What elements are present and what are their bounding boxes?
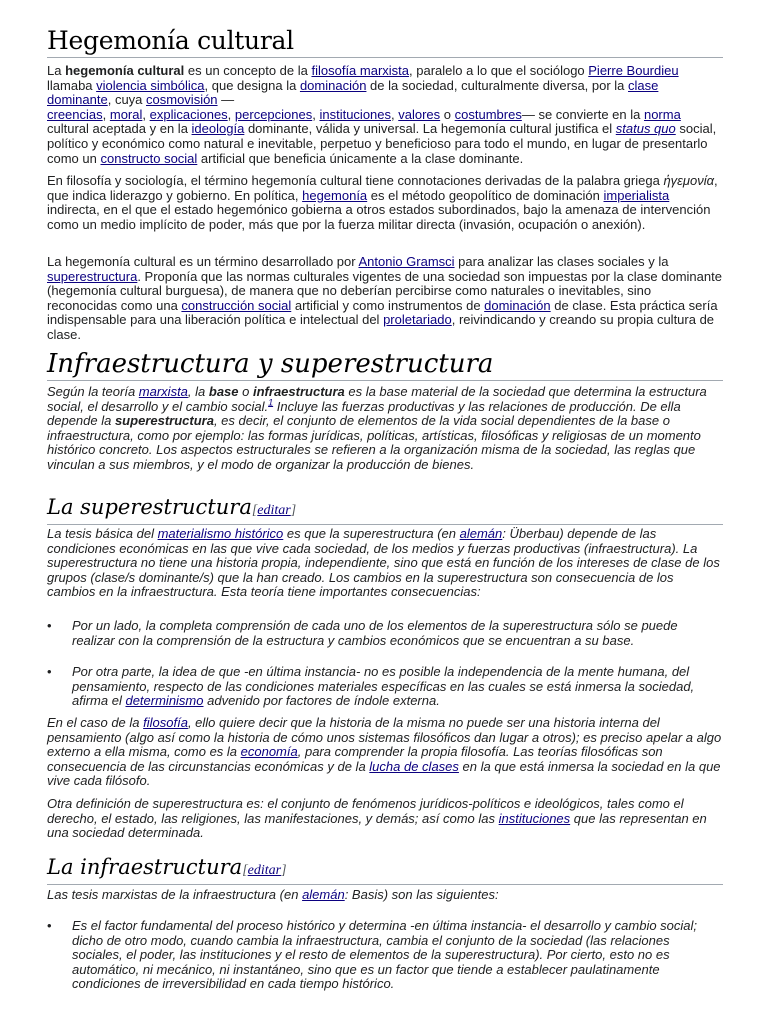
link-dominacion[interactable]: dominación [299, 77, 367, 93]
link-materialismo-historico[interactable]: materialismo histórico [157, 526, 284, 541]
edit-link-superestructura[interactable]: editar [257, 503, 291, 518]
link-proletariado[interactable]: proletariado [383, 312, 452, 328]
link-filosofia[interactable]: filosofía [143, 715, 188, 730]
link-marxista[interactable]: marxista [138, 384, 188, 399]
link-status-quo[interactable]: status quo [615, 121, 676, 137]
link-filosofia-marxista[interactable]: filosofía marxista [311, 63, 410, 78]
link-determinismo[interactable]: determinismo [125, 693, 204, 709]
bold-term: hegemonía cultural [65, 63, 185, 78]
superestructura-bullet-1 [47, 619, 723, 648]
link-hegemonia[interactable]: hegemonía [302, 187, 368, 203]
link-aleman[interactable]: alemán [459, 526, 503, 541]
infra-super-paragraph [47, 385, 723, 473]
link-norma[interactable]: norma [643, 106, 681, 122]
superestructura-bullet-2 [47, 665, 723, 709]
link-aleman-2[interactable]: alemán [302, 887, 345, 902]
link-superestructura[interactable]: superestructura [47, 268, 138, 284]
list-item: • Por otra parte, la idea de que -en última instancia- no es posible la independencia de la mente humana, del pensamiento, respecto de las condiciones materiales específicas en las cuales se está inmersa la sociedad, afirma el determinismo advenido por factores de índole externa. [47, 665, 723, 709]
section-infra-super-heading [47, 349, 723, 381]
intro-paragraph-2 [47, 174, 723, 232]
page-title: Hegemonía cultural [47, 26, 723, 58]
title-block [47, 26, 723, 58]
link-instituciones[interactable]: instituciones [319, 106, 392, 122]
link-cosmovision[interactable]: cosmovisión [146, 92, 218, 108]
intro-p1-text: La hegemonía cultural es un concepto de la filosofía marxista, paralelo a lo que el sociólogo Pierre Bourdieu llamaba violencia simbólica, que designa la dominación de la sociedad, culturalmente diversa, por la clase dominante, cuya cosmovisión — creencias, moral, explicaciones, percepciones, instituciones, valores o costumbres— se convierte en la norma cultural aceptada y en la ideología dominante, válida y universal. La hegemonía cultural justifica el status quo social, político y económico como natural e inevitable, perpetuo y beneficioso para todo el mundo, en lugar de presentarlo como un constructo social artificial que beneficia únicamente a la clase dominante. [47, 63, 717, 166]
link-lucha-de-clases[interactable]: lucha de clases [369, 758, 459, 774]
link-clase-dominante[interactable]: clase dominante [47, 77, 659, 108]
link-costumbres[interactable]: costumbres [454, 106, 522, 122]
link-creencias[interactable]: creencias [47, 106, 103, 122]
infra-super-text: Según la teoría marxista, la base o infraestructura es la base material de la sociedad que determina la estructura social, el desarrollo y el cambio social.$^1$ Incluye las fuerzas productivas y las relaciones de producción. De ella depende la superestructura, es decir, el conjunto de elementos de la vida social dependientes de la base o infraestructura, como por ejemplo: las formas jurídicas, políticas, artísticas, filosóficas y religiosas de un momento histórico concreto. Los aspectos estructurales se refieren a la organización misma de la sociedad, las reglas que vinculan a sus miembros, y el modo de organizar la producción de bienes. [47, 384, 707, 472]
link-instituciones-2[interactable]: instituciones [498, 810, 571, 826]
edit-link-infraestructura[interactable]: editar [247, 863, 282, 878]
superestructura-p3-text: Otra definición de superestructura es: el conjunto de fenómenos jurídicos-políticos e ideológicos, tales como el derecho, el estado, las religiones, las manifestaciones, y demás; así como las instituciones que las representan en una sociedad determinada. [47, 796, 707, 841]
intro-paragraph-3 [47, 255, 723, 343]
link-pierre-bourdieu[interactable]: Pierre Bourdieu [588, 63, 679, 78]
link-moral[interactable]: moral [109, 106, 143, 122]
intro-paragraph-1 [47, 64, 723, 166]
list-item: • Por un lado, la completa comprensión de cada uno de los elementos de la superestructura sólo se puede realizar con la comprensión de la estructura y cambios económicos que se encuentran a su base. [47, 619, 723, 648]
link-violencia-simbolica[interactable]: violencia simbólica [96, 77, 205, 93]
section-superestructura-heading [47, 495, 723, 525]
infraestructura-paragraph-1 [47, 888, 723, 903]
intro-p3-text: La hegemonía cultural es un término desarrollado por Antonio Gramsci para analizar las clases sociales y la superestructura. Proponía que las normas culturales vigentes de una sociedad son impuestas por la clase dominante (hegemonía cultural burguesa), de manera que no deberían percibirse como naturales o inevitables, sino reconocidas como una construcción social artificial y como instrumentos de dominación de clase. Esta práctica sería indispensable para una liberación política e intelectual del proletariado, reivindicando y creando su propia cultura de clase. [47, 254, 722, 342]
edit-section-link-wrapper: [editar] [251, 503, 297, 518]
reference-1[interactable]: 1 [268, 397, 274, 408]
bullet-list [47, 619, 723, 648]
bullet-list [47, 665, 723, 709]
superestructura-paragraph-1 [47, 527, 723, 600]
section-title-infraestructura: La infraestructura[editar] [47, 855, 723, 885]
infraestructura-bullet-1 [47, 919, 723, 992]
superestructura-paragraph-2 [47, 716, 723, 789]
link-imperialista[interactable]: imperialista [603, 187, 670, 203]
bullet-list [47, 919, 723, 992]
greek-word: ἡγεμονία [663, 173, 715, 188]
link-antonio-gramsci[interactable]: Antonio Gramsci [358, 254, 455, 269]
edit-section-link-wrapper: [editar] [242, 863, 287, 878]
link-valores[interactable]: valores [398, 106, 441, 122]
link-ideologia[interactable]: ideología [191, 121, 245, 137]
section-infraestructura-heading [47, 855, 723, 885]
link-dominacion-2[interactable]: dominación [484, 297, 551, 313]
intro-p2-text: En filosofía y sociología, el término hegemonía cultural tiene connotaciones derivadas de la palabra griega ἡγεμονία, que indica liderazgo y gobierno. En política, hegemonía es el método geopolítico de dominación imperialista indirecta, en el que el estado hegemónico gobierna a otros estados subordinados, bajo la amenaza de intervención como un medio implícito de poder, más que por la fuerza militar directa (invasión, ocupación o anexión). [47, 173, 718, 232]
link-percepciones[interactable]: percepciones [234, 106, 313, 122]
link-economia[interactable]: economía [240, 744, 298, 760]
link-construccion-social[interactable]: construcción social [181, 297, 292, 313]
section-title-superestructura: La superestructura[editar] [47, 495, 723, 525]
list-item: • Es el factor fundamental del proceso histórico y determina -en última instancia- el desarrollo y cambio social; dicho de otro modo, cuando cambia la infraestructura, cambia el conjunto de la sociedad (las relaciones sociales, el poder, las instituciones y el resto de elementos de la superestructura). Por cierto, esto no es automático, ni mecánico, ni instantáneo, sino que es un factor que tiende a establecer paulatinamente condiciones de irreversibilidad en cada tiempo histórico. [47, 919, 723, 992]
link-constructo-social[interactable]: constructo social [100, 150, 198, 166]
superestructura-p1-text: La tesis básica del materialismo histórico es que la superestructura (en alemán: Überbau) depende de las condiciones económicas en las que vive cada sociedad, de los medios y fuerzas productivas (infraestructura). La superestructura no tiene una historia propia, independiente, sino que está en función de los intereses de clase de los grupos (clase/s dominante/s) que la han creado. Los cambios en la superestructura son consecuencia de los cambios en la infraestructura. Esta teoría tiene importantes consecuencias: [47, 526, 720, 600]
section-title-infra-super: Infraestructura y superestructura [47, 349, 723, 381]
superestructura-paragraph-3 [47, 797, 723, 841]
superestructura-p2-text: En el caso de la filosofía, ello quiere decir que la historia de la misma no puede ser una historia interna del pensamiento (algo así como la historia de cómo unos sistemas filosóficos dan lugar a otros); es preciso apelar a algo externo a ella misma, como es la economía, para comprender la propia filosofía. Las teorías filosóficas son consecuencia de las circunstancias económicas y de la lucha de clases en la que está inmersa la sociedad en la que vive cada filósofo. [47, 715, 722, 789]
link-explicaciones[interactable]: explicaciones [149, 106, 228, 122]
infraestructura-p1-text: Las tesis marxistas de la infraestructura (en alemán: Basis) son las siguientes: [47, 887, 499, 902]
